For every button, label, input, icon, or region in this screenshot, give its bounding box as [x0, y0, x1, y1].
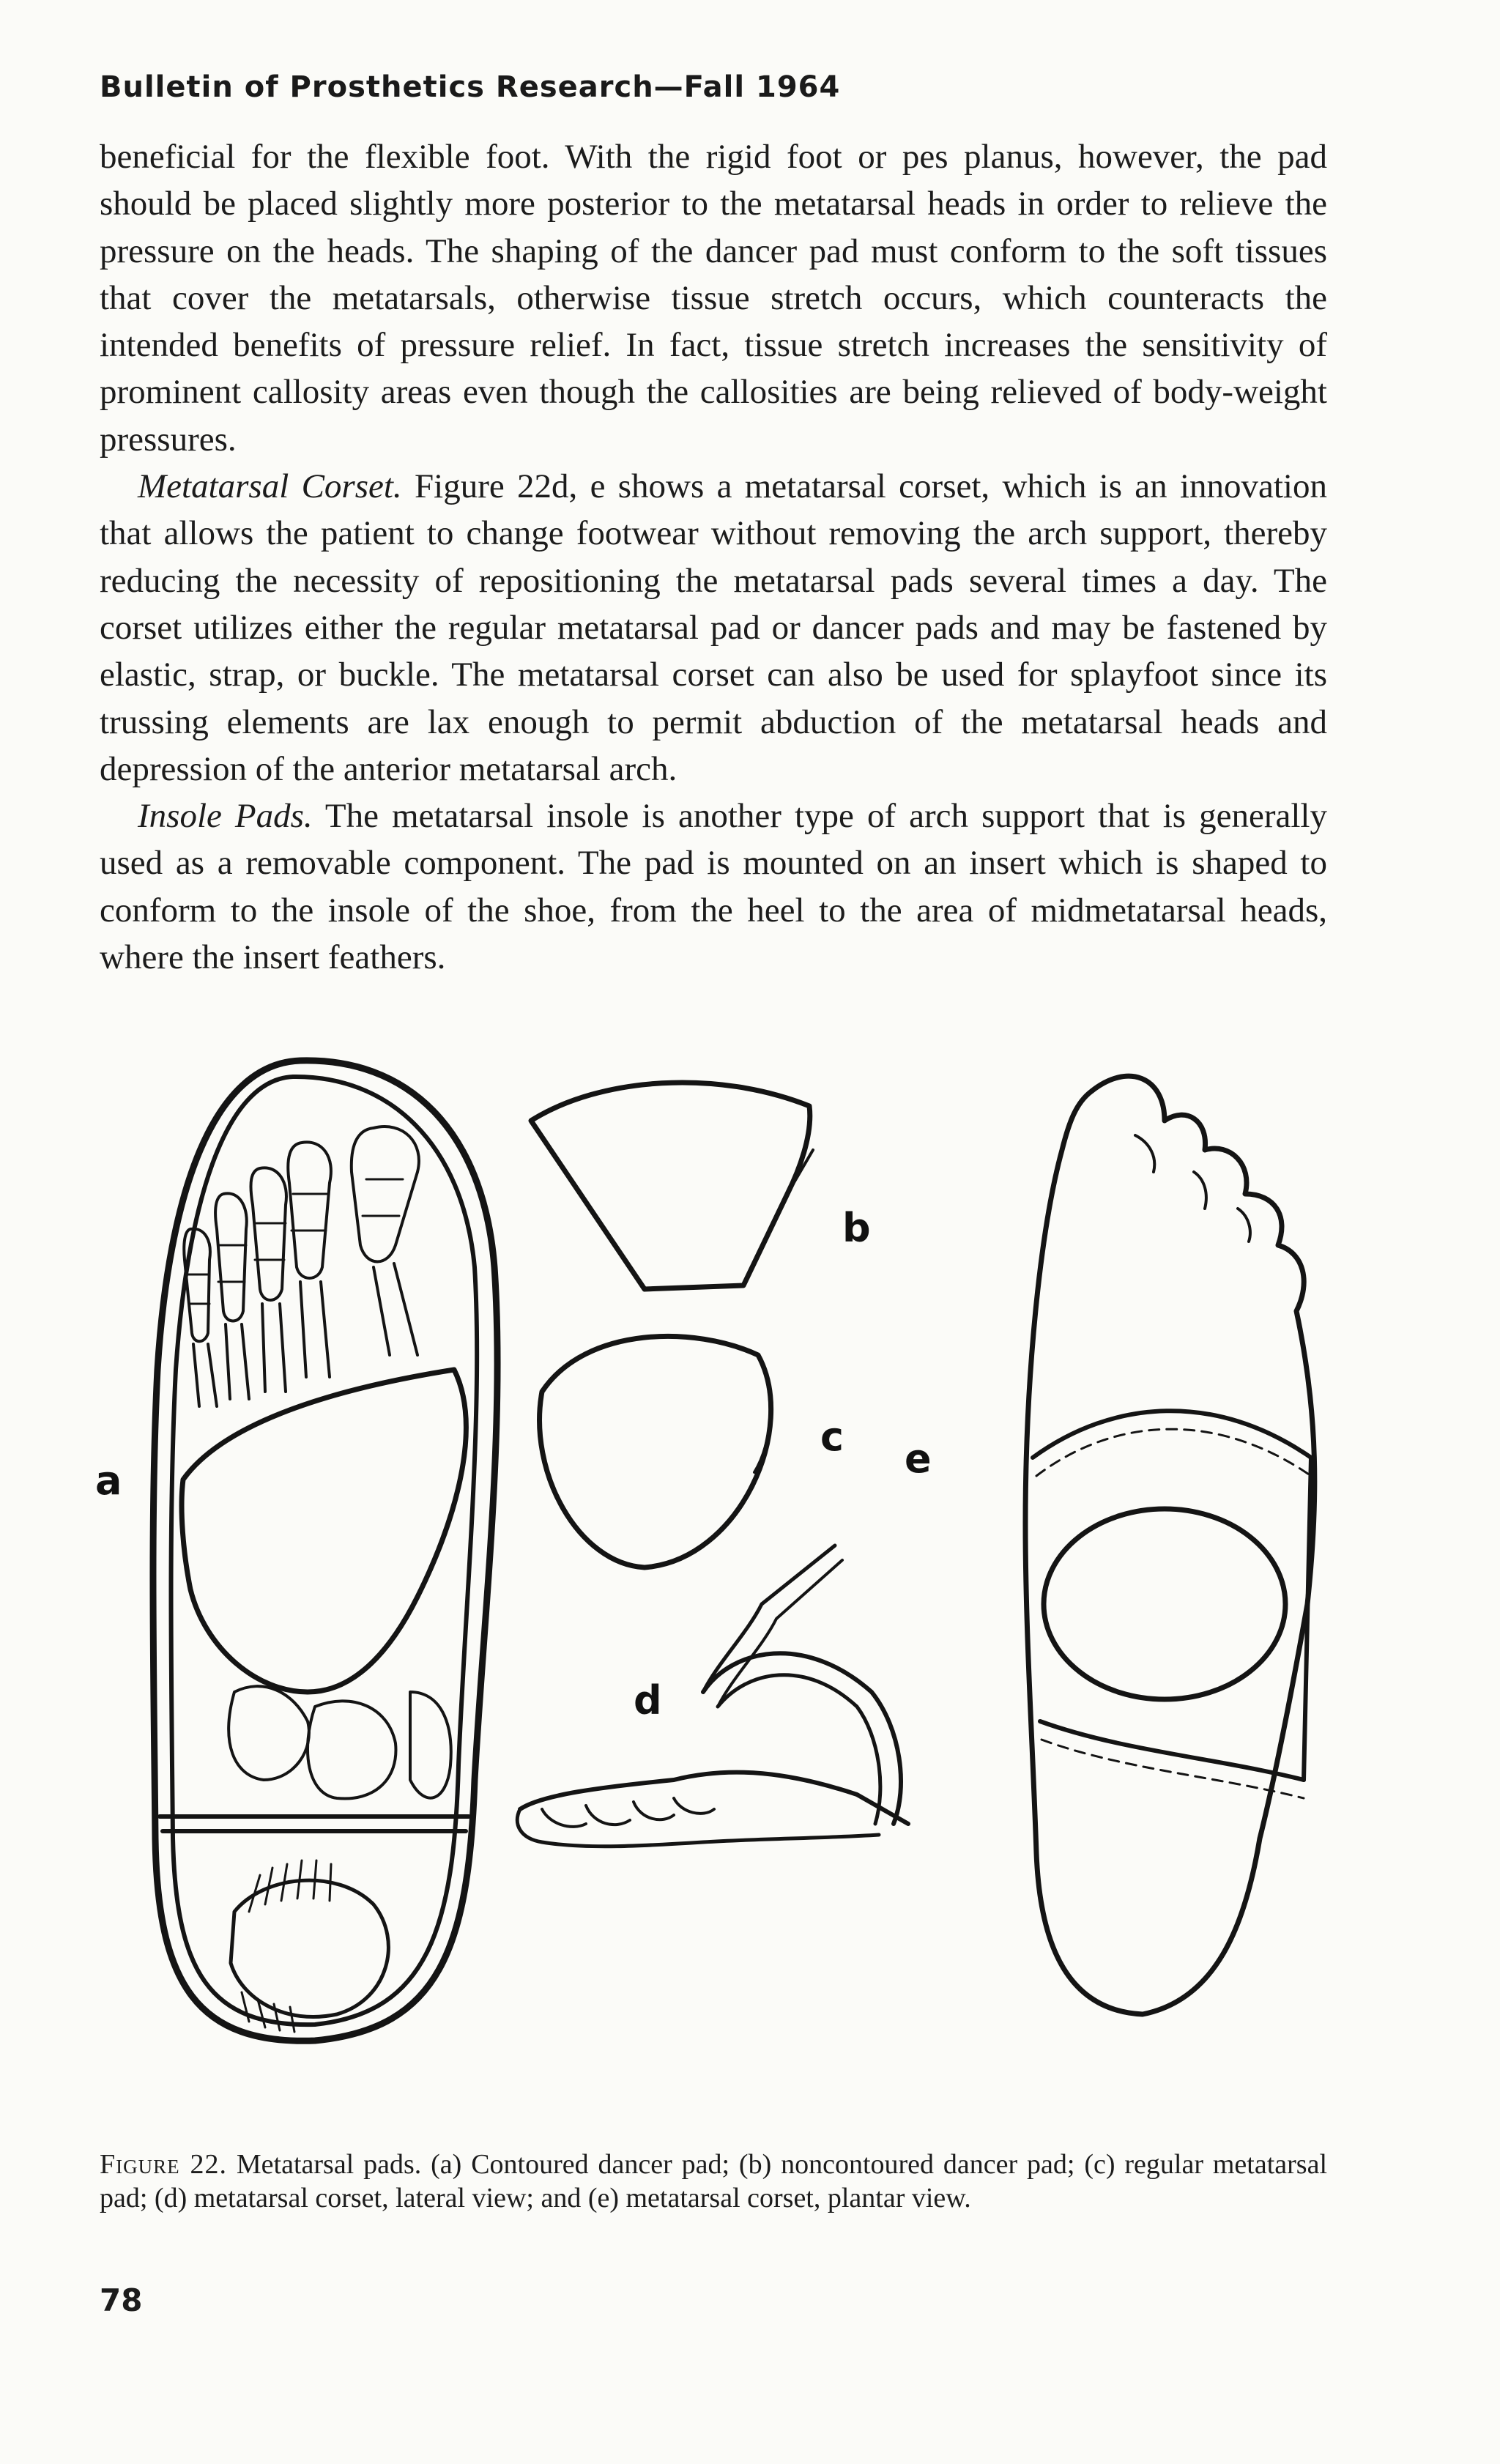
- body-text: [100, 133, 1327, 981]
- drawing-b-noncontoured-dancer-pad: [531, 1083, 813, 1289]
- drawing-e-corset-plantar-view: [1025, 1076, 1315, 2014]
- figure-22-drawing: [73, 1047, 1362, 2109]
- figure-label-d: d: [634, 1677, 662, 1723]
- paragraph-2-text: Figure 22d, e shows a metatarsal corset, which is an innovation that allows the patient to change footwear without removing the arch support, thereby reducing the necessity of repositioning the metatarsal pads several times a day. The corset utilizes either the regular metatarsal pad or dancer pads and may be fastened by elastic, strap, or buckle. The metatarsal corset can also be used for splayfoot since its trussing elements are lax enough to permit abduction of the metatarsal heads and depression of the anterior metatarsal arch.: [100, 467, 1327, 788]
- figure-caption: [100, 2148, 1327, 2215]
- page-number: 78: [100, 2282, 143, 2318]
- paragraph-3: [100, 793, 1327, 981]
- running-header: Bulletin of Prosthetics Research—Fall 1964: [100, 70, 841, 104]
- paragraph-2-heading: Metatarsal Corset.: [138, 467, 402, 506]
- paragraph-1: [100, 133, 1327, 463]
- figure-caption-label: Figure 22.: [100, 2149, 227, 2180]
- paragraph-3-text: The metatarsal insole is another type of arch support that is generally used as a removable component. The pad is mounted on an insert which is shaped to conform to the insole of the shoe, from the heel to the area of midmetatarsal heads, where the insert feathers.: [100, 797, 1327, 977]
- drawing-d-corset-lateral-view: [517, 1545, 908, 1847]
- figure-label-b: b: [842, 1205, 871, 1251]
- paragraph-1-text: beneficial for the flexible foot. With the rigid foot or pes planus, however, the pad should be placed slightly more posterior to the metatarsal heads in order to relieve the pressure on the heads. The shaping of the dancer pad must conform to the soft tissues that cover the metatarsals, otherwise tissue stretch occurs, which counteracts the intended benefits of pressure relief. In fact, tissue stretch increases the sensitivity of prominent callosity areas even though the callosities are being relieved of body-weight pressures.: [100, 138, 1327, 459]
- figure-label-c: c: [820, 1414, 844, 1460]
- drawing-c-regular-metatarsal-pad: [540, 1336, 771, 1567]
- paragraph-2: [100, 463, 1327, 793]
- drawing-a-sole-with-dancer-pad: [153, 1061, 497, 2041]
- figure-label-a: a: [95, 1458, 122, 1504]
- figure-22: [73, 1047, 1362, 2109]
- paragraph-3-heading: Insole Pads.: [138, 797, 313, 836]
- figure-label-e: e: [905, 1436, 932, 1482]
- figure-caption-text: Metatarsal pads. (a) Contoured dancer pad; (b) noncontoured dancer pad; (c) regular metatarsal pad; (d) metatarsal corset, lateral view; and (e) metatarsal corset, plantar view.: [100, 2149, 1327, 2213]
